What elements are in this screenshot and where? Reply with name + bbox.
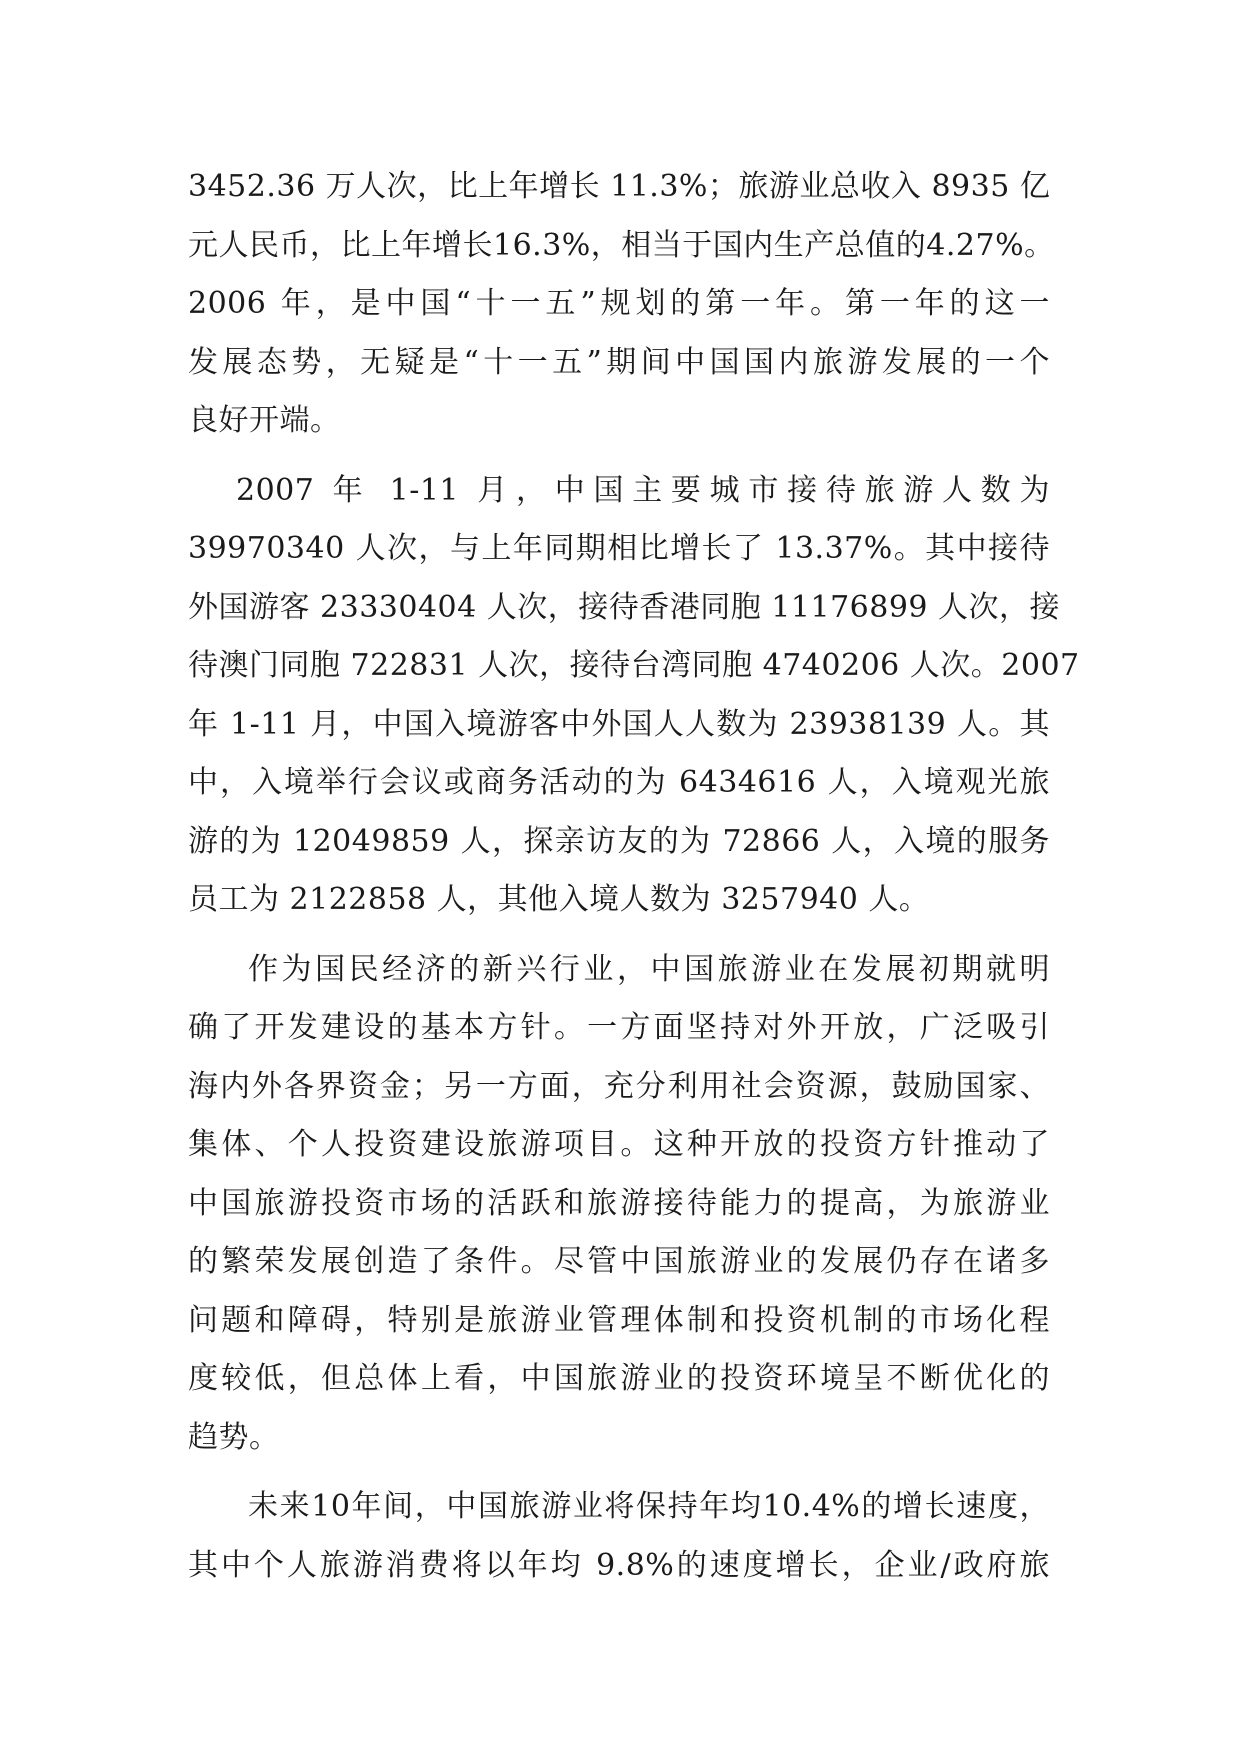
text-line: 未来10年间，中国旅游业将保持年均10.4%的增长速度， [248,1489,1050,1524]
text-line: 2006 年，是中国“十一五”规划的第一年。第一年的这一 [188,286,1050,321]
text-line: 中国旅游投资市场的活跃和旅游接待能力的提高，为旅游业 [188,1185,1050,1221]
text-line: 元人民币，比上年增长16.3%，相当于国内生产总值的4.27%。 [188,227,1055,263]
text-line: 确了开发建设的基本方针。一方面坚持对外开放，广泛吸引 [188,1010,1050,1045]
text-line: 年 1-11 月，中国入境游客中外国人人数为 23938139 人。其 [188,706,1050,742]
paragraph-3 [188,941,1050,1468]
text-line: 游的为 12049859 人，探亲访友的为 72866 人，入境的服务 [188,823,1050,859]
text-line: 外国游客 23330404 人次，接待香港同胞 11176899 人次，接 [188,589,1061,625]
paragraph-2 [188,462,1080,930]
text-line: 发展态势，无疑是“十一五”期间中国国内旅游发展的一个 [188,344,1050,380]
text-line: 趋势。 [188,1419,280,1455]
text-line: 2007 年 1-11 月，中国主要城市接待旅游人数为 [236,472,1050,508]
paragraph-1 [188,158,1055,451]
text-line: 的繁荣发展创造了条件。尽管中国旅游业的发展仍存在诸多 [188,1244,1050,1279]
text-line: 其中个人旅游消费将以年均 9.8%的速度增长，企业/政府旅 [188,1547,1050,1583]
document-body [188,158,1080,1595]
paragraph-spacer [188,930,1050,941]
paragraph-spacer [188,451,1050,462]
paragraph-4 [188,1478,1050,1595]
text-line: 集体、个人投资建设旅游项目。这种开放的投资方针推动了 [188,1127,1050,1162]
text-line: 作为国民经济的新兴行业，中国旅游业在发展初期就明 [248,951,1050,987]
text-line: 度较低，但总体上看，中国旅游业的投资环境呈不断优化的 [188,1361,1050,1396]
text-line: 海内外各界资金；另一方面，充分利用社会资源，鼓励国家、 [188,1068,1050,1104]
text-line: 中，入境举行会议或商务活动的为 6434616 人，入境观光旅 [188,765,1050,800]
paragraph-spacer [188,1467,1050,1478]
text-line: 良好开端。 [188,403,341,438]
text-line: 39970340 人次，与上年同期相比增长了 13.37%。其中接待 [188,531,1050,566]
text-line: 3452.36 万人次，比上年增长 11.3%；旅游业总收入 8935 亿 [188,169,1051,204]
text-line: 待澳门同胞 722831 人次，接待台湾同胞 4740206 人次。2007 [188,648,1080,683]
text-line: 员工为 2122858 人，其他入境人数为 3257940 人。 [188,882,930,917]
text-line: 问题和障碍，特别是旅游业管理体制和投资机制的市场化程 [188,1302,1050,1338]
